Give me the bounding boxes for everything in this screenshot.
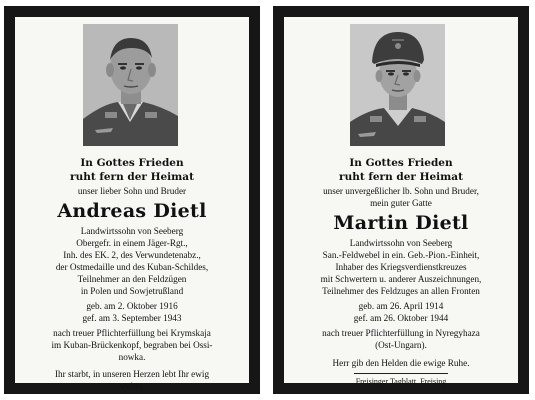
memorial-card-martin [273, 6, 529, 394]
birth-date: geb. am 2. Oktober 1916 [86, 301, 178, 311]
intro-text: unser lieber Sohn und Bruder [77, 186, 187, 196]
detail-line: Obergefr. in einem Jäger-Rgt., [76, 238, 188, 248]
closing-line: nowka. [118, 352, 146, 362]
verse-line: Herr gib den Helden die ewige Ruhe. [332, 358, 470, 368]
detail-line: Inhaber des Kriegsverdienstkreuzes [335, 262, 467, 272]
divider-rule [354, 373, 448, 374]
portrait-photo-martin [350, 24, 445, 146]
closing-line: im Kuban-Brückenkopf, begraben bei Ossi- [51, 340, 213, 350]
intro-text: unser unvergeßlicher lb. Sohn und Bruder, [323, 186, 479, 196]
detail-line: Landwirtssohn von Seeberg [349, 238, 453, 248]
detail-line: San.-Feldwebel in ein. Geb.-Pion.-Einheit, [322, 250, 480, 260]
deceased-name: Andreas Dietl [57, 200, 207, 222]
closing-line: nach treuer Pflichterfüllung bei Krymskaja [53, 328, 211, 338]
heading-in-gottes-frieden: In Gottes Frieden [80, 157, 184, 169]
memorial-card-andreas [4, 6, 260, 394]
detail-line: der Ostmedaille und des Kuban-Schildes, [55, 262, 209, 272]
closing-line: nach treuer Pflichterfüllung in Nyregyhaza [322, 328, 480, 338]
detail-line: mit Schwertern u. anderer Auszeichnungen, [320, 274, 482, 284]
birth-date: geb. am 26. April 1914 [358, 301, 444, 311]
detail-line: Teilnehmer des Feldzuges an allen Fronten [322, 286, 480, 296]
heading-ruht-fern: ruht fern der Heimat [70, 171, 194, 183]
printer-credit: Freisinger Tagblatt, Freising [355, 377, 447, 386]
death-date: gef. am 26. Oktober 1944 [353, 313, 449, 323]
deceased-name: Martin Dietl [333, 212, 469, 234]
intro-text: mein guter Gatte [370, 198, 432, 208]
portrait-photo-andreas [83, 24, 178, 146]
detail-line: Landwirtssohn von Seeberg [80, 226, 184, 236]
death-date: gef. am 3. September 1943 [82, 313, 182, 323]
card-paper [15, 17, 249, 391]
detail-line: Inh. des EK. 2, des Verwundetenabz., [63, 250, 201, 260]
verse-line: Ihr starbt, in unseren Herzen lebt Ihr ewig [54, 369, 210, 379]
card-paper [284, 17, 518, 386]
verse-line: weiter. [119, 381, 145, 391]
closing-line: (Ost-Ungarn). [375, 340, 427, 350]
heading-in-gottes-frieden: In Gottes Frieden [349, 157, 453, 169]
heading-ruht-fern: ruht fern der Heimat [339, 171, 463, 183]
detail-line: in Polen und Sowjetrußland [80, 286, 184, 296]
detail-line: Teilnehmer an den Feldzügen [77, 274, 187, 284]
